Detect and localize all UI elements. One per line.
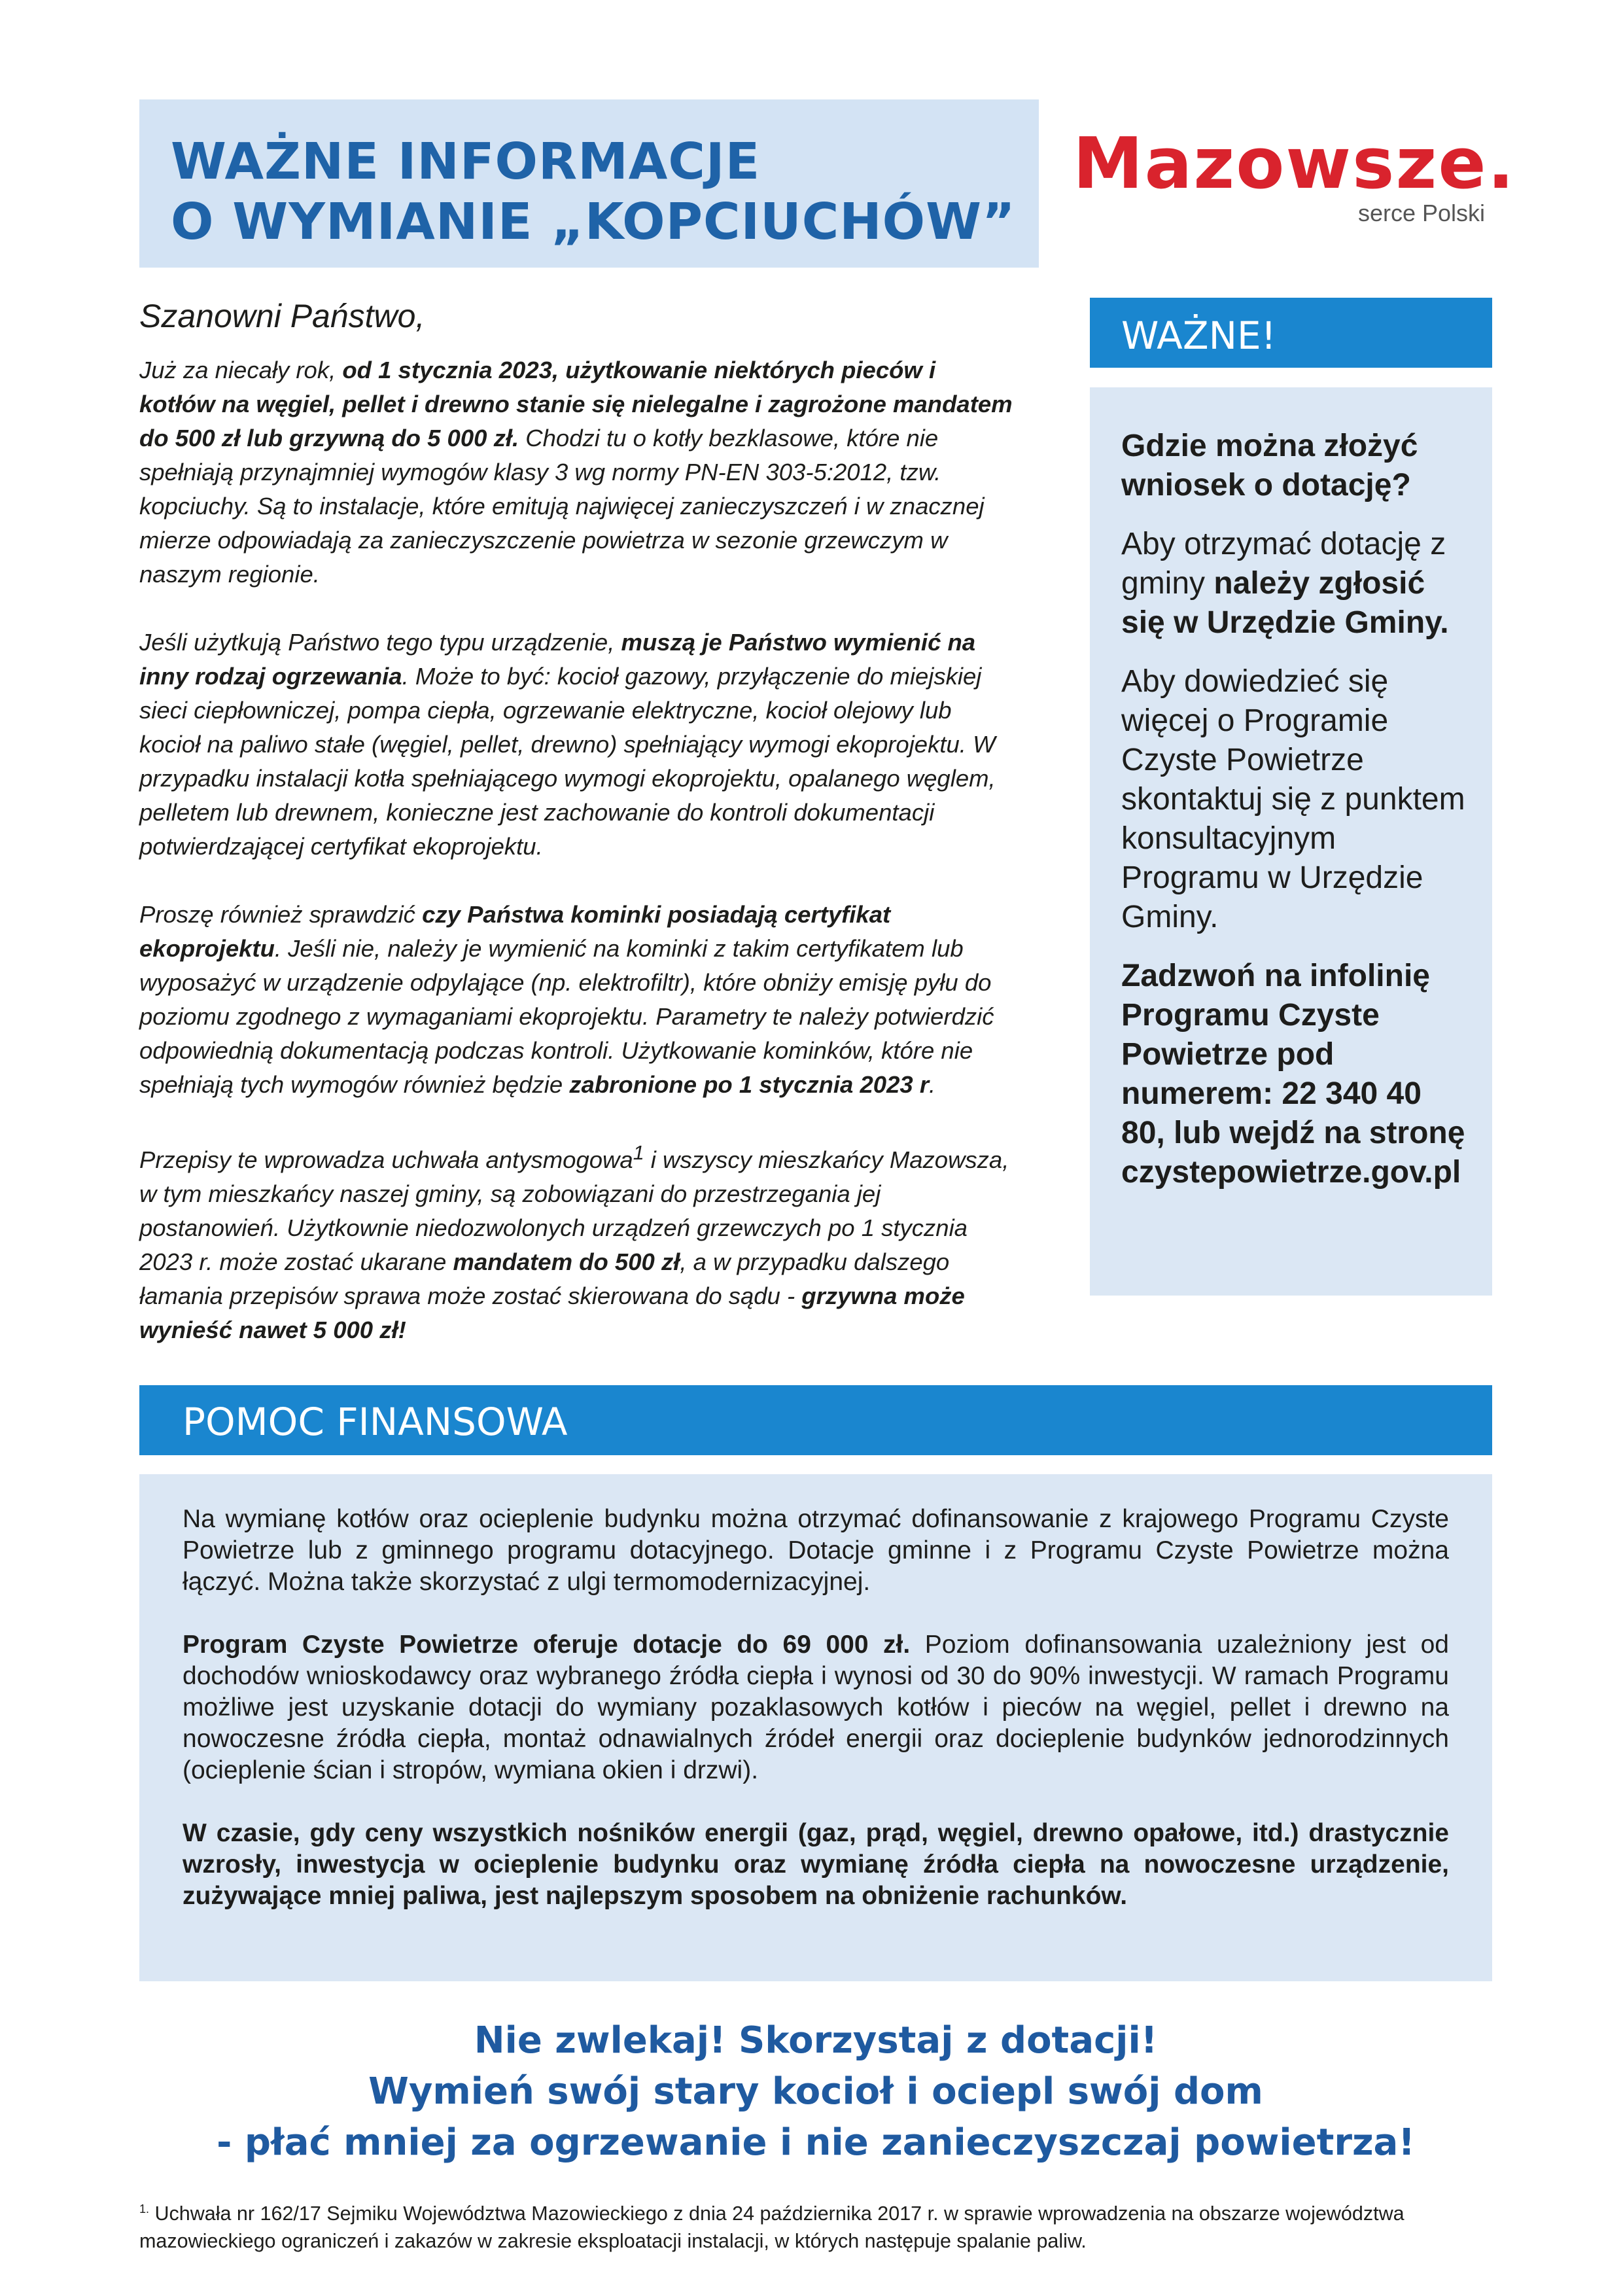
logo-subtitle: serce Polski xyxy=(1357,200,1485,226)
mazowsze-logo xyxy=(1073,123,1516,226)
bold-span: muszą je Państwo wymienić na inny rodzaj ogrzewania xyxy=(139,629,976,690)
footnote-ref: 1 xyxy=(633,1142,644,1164)
bold-span: W czasie, gdy ceny wszystkich nośników energii (gaz, prąd, węgiel, drewno opałowe, itd.) drastycznie wzrosły, inwestycja w ocieplenie budynku oraz wymianę źródła ciepła na nowoczesne urządzenie, zużywające mniej paliwa, jest najlepszym sposobem na obniżenie rachunków. xyxy=(183,1819,1449,1910)
main-letter xyxy=(139,293,1013,1381)
pomoc-heading: POMOC FINANSOWA xyxy=(139,1385,1492,1455)
bold-span: mandatem do 500 zł xyxy=(453,1248,680,1276)
footnote-marker: 1. xyxy=(139,2202,150,2216)
text-span: Już za niecały rok, xyxy=(139,357,343,383)
wazne-paragraph-2: Aby dowiedzieć się więcej o Programie Czyste Powietrze skontaktuj się z punktem konsultacyjnym Programu w Urzędzie Gminy. xyxy=(1121,664,1465,934)
text-span: . xyxy=(929,1071,936,1098)
greeting: Szanowni Państwo, xyxy=(139,298,425,334)
page-title-line-1: WAŻNE INFORMACJE xyxy=(171,133,761,191)
bold-span: od 1 stycznia 2023, użytkowanie niektórych pieców i kotłów na węgiel, pellet i drewno stanie się nielegalne i zagrożone mandatem do 500 zł lub grzywną do 5 000 zł. xyxy=(139,357,1013,451)
paragraph-deadline xyxy=(139,353,1013,592)
text-span: . Może to być: kocioł gazowy, przyłączenie do miejskiej sieci ciepłowniczej, pompa ciepła, ogrzewanie elektryczne, kocioł olejowy lub kocioł na paliwo stałe (węgiel, pellet, drewno) spełniający wymogi ekoprojektu. W przypadku instalacji kotła spełniającego wymogi ekoprojektu, opalanego węglem, pelletem lub drewnem, konieczne jest zachowanie do kontroli dokumentacji potwierdzającej certyfikat ekoprojektu. xyxy=(139,663,996,860)
page-title-line-2: O WYMIANIE „KOPCIUCHÓW” xyxy=(171,193,1016,251)
bold-span: Program Czyste Powietrze oferuje dotacje do 69 000 zł. xyxy=(183,1631,911,1659)
wazne-paragraph-1 xyxy=(1121,525,1473,643)
wazne-question: Gdzie można złożyć wniosek o dotację? xyxy=(1121,429,1418,503)
logo-wordmark: Mazowsze. xyxy=(1073,123,1516,205)
bold-span: zabronione po 1 stycznia 2023 r xyxy=(569,1071,930,1098)
title-box xyxy=(139,99,1039,268)
text-span: . Jeśli nie, należy je wymienić na kominki z takim certyfikatem lub wyposażyć w urządzenie odpylające (np. elektrofiltr), które obniży emisję pyłu do poziomu zgodnego z wymaganiami ekoprojektu. Parametry te należy potwierdzić odpowiednią dokumentacją podczas kontroli. Użytkowanie kominków, które nie spełniają tych wymogów również będzie xyxy=(139,935,994,1098)
text-span: Chodzi tu o kotły bezklasowe, które nie spełniają przynajmniej wymogów klasy 3 wg normy PN-EN 303-5:2012, tzw. kopciuchy. Są to instalacje, które emitują najwięcej zanieczyszczeń i w znacznej mierze odpowiadają za zanieczyszczenie powietrza w sezonie grzewczym w naszym regionie. xyxy=(139,425,985,588)
text-span: Proszę również sprawdzić xyxy=(139,901,423,928)
text-span: Poziom dofinansowania uzależniony jest od dochodów wnioskodawcy oraz wybranego źródła ciepła i wynosi od 30 do 90% inwestycji. W ramach Programu możliwe jest uzyskanie dotacji do wymiany pozaklasowych kotłów i pieców na węgiel, pellet i drewno na nowoczesne źródła ciepła, montaż odnawialnych źródeł energii oraz docieplenie budynków jednorodzinnych (ocieplenie ścian i stropów, wymiana okien i drzwi). xyxy=(183,1631,1449,1784)
pomoc-paragraph-3 xyxy=(183,1818,1449,1912)
text-span: Aby otrzymać dotację z gminy xyxy=(1121,527,1446,601)
text-span: , a w przypadku dalszego łamania przepisów sprawa może zostać skierowana do sądu - xyxy=(139,1248,950,1310)
wazne-box xyxy=(1090,387,1492,1296)
wazne-heading: WAŻNE! xyxy=(1090,298,1492,368)
text-span: i wszyscy mieszkańcy Mazowsza, w tym mieszkańcy naszej gminy, są zobowiązani do przestrzegania jej postanowień. Użytkownie niedozwolonych urządzeń grzewczych po 1 stycznia 2023 r. może zostać ukarane xyxy=(139,1146,1009,1276)
footnote xyxy=(139,2195,1492,2255)
text-span: Jeśli użytkują Państwo tego typu urządzenie, xyxy=(139,629,621,656)
pomoc-paragraph-1: Na wymianę kotłów oraz ocieplenie budynku można otrzymać dofinansowanie z krajowego Programu Czyste Powietrze lub z gminnego programu dotacyjnego. Dotacje gminne i z Programu Czyste Powietrze można łączyć. Można także skorzystać z ulgi termomodernizacyjnej. xyxy=(183,1505,1449,1596)
footnote-text: Uchwała nr 162/17 Sejmiku Województwa Mazowieckiego z dnia 24 października 2017 r. w sprawie wprowadzenia na obszarze województwa mazowieckiego ograniczeń i zakazów w zakresie eksploatacji instalacji, w których następuje spalanie paliw. xyxy=(139,2202,1405,2253)
pomoc-box xyxy=(139,1474,1492,1981)
bold-span: czy Państwa kominki posiadają certyfikat ekoprojektu xyxy=(139,901,891,962)
paragraph-fireplaces xyxy=(139,898,1013,1102)
text-span: Przepisy te wprowadza uchwała antysmogowa xyxy=(139,1146,633,1174)
call-to-action xyxy=(139,2015,1492,2168)
paragraph-regulation xyxy=(139,1136,1013,1347)
bold-span: należy zgłosić się w Urzędzie Gminy. xyxy=(1121,566,1449,640)
paragraph-replacement xyxy=(139,626,1013,864)
pomoc-paragraph-2 xyxy=(183,1629,1449,1786)
wazne-infoline: Zadzwoń na infolinię Programu Czyste Powietrze pod numerem: 22 340 40 80, lub wejdź na stronę czystepowietrze.gov.pl xyxy=(1121,959,1465,1190)
cta-line-3: - płać mniej za ogrzewanie i nie zanieczyszczaj powietrza! xyxy=(217,2121,1415,2164)
cta-line-2: Wymień swój stary kocioł i ociepl swój dom xyxy=(368,2070,1263,2113)
cta-line-1: Nie zwlekaj! Skorzystaj z dotacji! xyxy=(474,2019,1158,2062)
bold-span: grzywna może wynieść nawet 5 000 zł! xyxy=(139,1282,965,1344)
